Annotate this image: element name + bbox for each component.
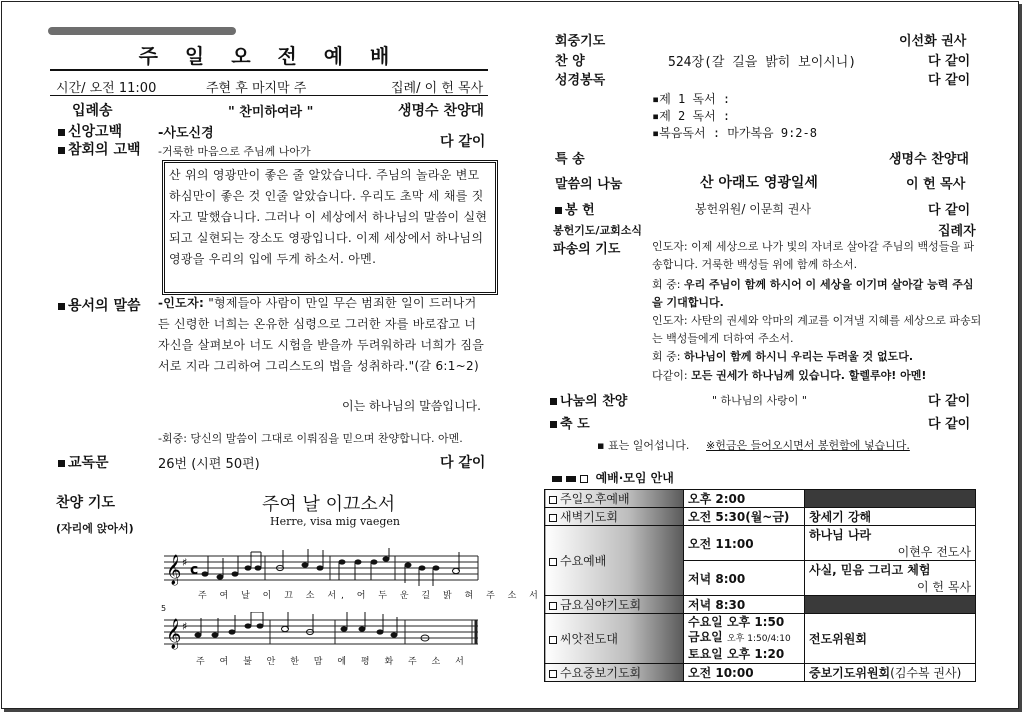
- item-right-reading: 다 같이: [928, 73, 971, 88]
- footnote-stand: ▪ 표는 일어섭니다.: [597, 439, 690, 452]
- footnote-offering: ※헌금은 들어오시면서 봉헌함에 넣습니다.: [706, 439, 910, 452]
- bullet-box-icon: [549, 602, 557, 610]
- service-time: 시간/ 오전 11:00: [56, 81, 157, 96]
- decorative-bar: [48, 27, 236, 35]
- offering-right: 다 같이: [928, 203, 971, 218]
- confession-text: 산 위의 영광만이 좋은 줄 알았습니다. 주님의 놀라운 변모하심만이 좋은 것 인줄 알았습니다. 우리도 초막 세 채를 짓자고 말했습니다. 그러나 이 세상에서 하나님의 말씀이 실현되고 실현되는 장소도 영광입니다. 이제 세상에서 하나님의 영광을 우리의 입에 두게 하소서. 아멘.: [162, 160, 498, 295]
- item-label-reading: 성경봉독: [555, 73, 606, 88]
- item-right-prayer: 이선화 권사: [899, 34, 967, 49]
- stand-marker-icon: [58, 460, 65, 467]
- reading-1: ▪제 1 독서 :: [652, 92, 731, 106]
- svg-text:c: c: [190, 562, 199, 578]
- schedule-heading: 예배·모임 안내: [552, 469, 674, 486]
- special-right: 생명수 찬양대: [889, 152, 969, 167]
- item-right-confession: 다 같이: [440, 134, 486, 150]
- measure-number: 5: [161, 604, 167, 613]
- svg-text:♯: ♯: [182, 556, 188, 569]
- stand-marker-icon: [555, 207, 562, 214]
- item-content-confession: -거룩한 마음으로 주님께 나아가: [158, 145, 311, 158]
- table-row: 수요중보기도회 오전 10:00 중보기도위원회(김수복 권사): [545, 664, 976, 682]
- commission-line-4: 회 중: 하나님이 함께 하시니 우리는 두려울 것 없도다.: [652, 350, 914, 363]
- empty-cell: [805, 490, 976, 508]
- bullet-box-icon: [549, 514, 557, 522]
- service-title: 주 일 오 전 예 배: [138, 44, 400, 68]
- word-label: 용서의 말씀: [58, 295, 141, 315]
- bullet-box-icon: [549, 496, 557, 504]
- stand-marker-icon: [550, 398, 557, 405]
- heading-bar-icon: [566, 476, 576, 482]
- responsive-content: 26번 (시편 50편): [158, 457, 260, 472]
- header-divider: [50, 95, 488, 96]
- table-row: 저녁 8:00 사실, 믿음 그리고 체험 이 헌 목사: [545, 561, 976, 596]
- responsive-label: 교독문: [58, 452, 109, 472]
- commission-line-5: 다같이: 모든 권세가 하나님께 있습니다. 할렐루야! 아멘!: [652, 369, 927, 382]
- table-row: 새벽기도회 오전 5:30(월~금) 창세기 강해: [545, 508, 976, 526]
- commission-small-label: 봉헌기도/교회소식: [553, 224, 643, 237]
- stand-marker-icon: [58, 129, 65, 136]
- music-staff-1: [160, 548, 480, 588]
- commission-label: 파송의 기도: [553, 242, 621, 257]
- word-text: -인도자: "형제들아 사람이 만일 무슨 범죄한 일이 드러나거든 신령한 너희는 온유한 심령으로 그러한 자를 바로잡고 너 자신을 살펴보아 너도 시험을 받을까 두려워하라 너희가 짐을 서로 지라 그리하여 그리스도의 법을 성취하라."(갈 6:1~2): [158, 296, 485, 373]
- item-right-entrance: 생명수 찬양대: [398, 103, 485, 119]
- praise-right: 다 같이: [928, 394, 971, 409]
- commission-line-2: 회 중: 우리 주님이 함께 하시어 이 세상을 이기며 살아갈 능력 주심을 기대합니다.: [652, 278, 974, 309]
- heading-box-icon: [580, 475, 588, 483]
- bullet-box-icon: [549, 670, 557, 678]
- commission-right: 집례자: [938, 224, 976, 239]
- table-row: 주일오후예배 오후 2:00: [545, 490, 976, 508]
- item-label-hymn: 찬 양: [555, 54, 585, 69]
- svg-text:𝄞: 𝄞: [166, 619, 182, 649]
- table-row: 수요예배 오전 11:00 하나님 나라 이현우 전도사: [545, 526, 976, 561]
- item-label-creed: 신앙고백: [58, 121, 122, 141]
- service-week: 주현 후 마지막 주: [206, 81, 307, 96]
- item-label-confession: 참회의 고백: [58, 139, 141, 159]
- title-divider: [50, 69, 488, 71]
- reading-2: ▪제 2 독서 :: [652, 109, 731, 123]
- praise-label: 나눔의 찬양: [550, 390, 627, 409]
- svg-text:𝄞: 𝄞: [166, 555, 182, 585]
- sermon-label: 말씀의 나눔: [555, 177, 623, 192]
- responsive-right: 다 같이: [440, 455, 486, 471]
- table-row: 금요심야기도회 저녁 8:30: [545, 596, 976, 614]
- lyrics-line-2: 주 여 불 안 한 맘 에 평 화 주 소 서: [196, 657, 470, 667]
- bullet-box-icon: [549, 636, 557, 644]
- lyrics-line-1: 주 여 날 이 끄 소 서, 어 두 운 길 밝 혀 주 소 서: [198, 591, 543, 601]
- reading-gospel: ▪복음독서 : 마가복음 9:2-8: [652, 126, 817, 140]
- stand-marker-icon: [58, 147, 65, 154]
- word-closing: 이는 하나님의 말씀입니다.: [342, 399, 481, 413]
- special-label: 특 송: [555, 152, 585, 167]
- item-content-hymn: 524장(갈 길을 밝히 보이시니): [668, 55, 857, 70]
- sermon-right: 이 헌 목사: [906, 177, 966, 192]
- bullet-box-icon: [549, 558, 557, 566]
- item-content-entrance: " 찬미하여라 ": [228, 105, 314, 120]
- stand-marker-icon: [550, 421, 557, 428]
- service-leader: 집례/ 이 헌 목사: [391, 81, 484, 96]
- blessing-label: 축 도: [550, 413, 590, 432]
- praise-content: " 하나님의 사랑이 ": [712, 394, 807, 407]
- music-staff-2: [160, 612, 480, 652]
- empty-cell: [805, 596, 976, 614]
- blessing-right: 다 같이: [928, 417, 971, 432]
- offering-label: 봉 헌: [555, 199, 595, 218]
- sermon-title: 산 아래도 영광일세: [700, 175, 818, 191]
- prayer-song-note: (자리에 앉아서): [56, 522, 134, 535]
- song-subtitle: Herre, visa mig vaegen: [270, 515, 400, 528]
- item-label-prayer: 회중기도: [555, 34, 606, 49]
- song-title: 주여 날 이끄소서: [262, 494, 396, 515]
- word-congregation: -회중: 당신의 말씀이 그대로 이뤄짐을 믿으며 찬양합니다. 아멘.: [158, 432, 463, 445]
- heading-bar-icon: [552, 476, 562, 482]
- prayer-song-label: 찬양 기도: [56, 495, 115, 511]
- table-row: 씨앗전도대 수요일 오후 1:50 금요일 오후 1:50/4:10 토요일 오후 1:20 전도위원회: [545, 614, 976, 664]
- item-label-entrance: 입례송: [72, 103, 113, 119]
- commission-line-1: 인도자: 이제 세상으로 나가 빛의 자녀로 살아갈 주님의 백성들을 파송합니다. 거룩한 백성들 위에 함께 하소서.: [652, 240, 975, 271]
- stand-marker-icon: [58, 303, 65, 310]
- offering-content: 봉헌위원/ 이문희 권사: [695, 202, 812, 216]
- item-content-creed: -사도신경: [158, 126, 214, 141]
- commission-line-3: 인도자: 사탄의 권세와 악마의 계교를 이겨낼 지혜를 세상으로 파송되는 백성들에게 더하여 주소서.: [652, 314, 982, 345]
- schedule-table: [544, 489, 976, 682]
- item-right-hymn: 다 같이: [928, 54, 971, 69]
- svg-text:♯: ♯: [182, 620, 188, 633]
